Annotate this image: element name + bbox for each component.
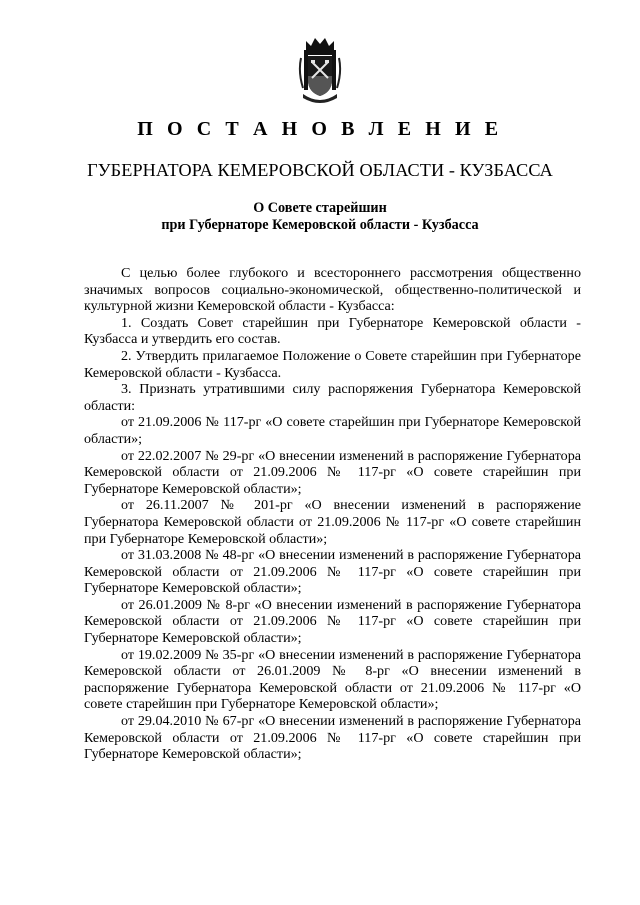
paragraph-item-2: 2. Утвердить прилагаемое Положение о Совете старейшин при Губернаторе Кемеровской области - Кузбасса. (84, 347, 581, 381)
paragraph-item-1: 1. Создать Совет старейшин при Губернаторе Кемеровской области - Кузбасса и утвердить его состав. (84, 314, 581, 348)
document-subject (0, 200, 640, 234)
repealed-order: от 26.11.2007 № 201-рг «О внесении изменений в распоряжение Губернатора Кемеровской области от 21.09.2006 № 117-рг «О совете старейшин при Губернаторе Кемеровской области»; (84, 497, 581, 547)
document-type-title: П О С Т А Н О В Л Е Н И Е (137, 118, 503, 140)
document-body (84, 265, 581, 763)
issuing-authority: ГУБЕРНАТОРА КЕМЕРОВСКОЙ ОБЛАСТИ - КУЗБАССА (87, 160, 553, 180)
repealed-order: от 29.04.2010 № 67-рг «О внесении изменений в распоряжение Губернатора Кемеровской области от 21.09.2006 № 117-рг «О совете старейшин при Губернаторе Кемеровской области»; (84, 713, 581, 763)
coat-of-arms-icon (297, 36, 343, 106)
subject-line-1: О Совете старейшин (253, 200, 387, 216)
paragraph-preamble: С целью более глубокого и всестороннего рассмотрения общественно значимых вопросов социально-экономической, общественно-политической и культурной жизни Кемеровской области - Кузбасса: (84, 265, 581, 315)
subject-line-2: при Губернаторе Кемеровской области - Кузбасса (161, 217, 479, 233)
repealed-order: от 19.02.2009 № 35-рг «О внесении изменений в распоряжение Губернатора Кемеровской области от 26.01.2009 № 8-рг «О внесении изменений в распоряжение Губернатора Кемеровской области от 21.09.2006 № 117-рг «О совете старейшин при Губернаторе Кемеровской области»; (84, 646, 581, 713)
repealed-order: от 26.01.2009 № 8-рг «О внесении изменений в распоряжение Губернатора Кемеровской области от 21.09.2006 № 117-рг «О совете старейшин при Губернаторе Кемеровской области»; (84, 596, 581, 647)
repealed-order: от 31.03.2008 № 48-рг «О внесении изменений в распоряжение Губернатора Кемеровской области от 21.09.2006 № 117-рг «О совете старейшин при Губернаторе Кемеровской области»; (84, 547, 581, 597)
repealed-order: от 21.09.2006 № 117-рг «О совете старейшин при Губернаторе Кемеровской области»; (84, 414, 581, 447)
repealed-order: от 22.02.2007 № 29-рг «О внесении изменений в распоряжение Губернатора Кемеровской области от 21.09.2006 № 117-рг «О совете старейшин при Губернаторе Кемеровской области»; (84, 447, 581, 497)
paragraph-item-3: 3. Признать утратившими силу распоряжения Губернатора Кемеровской области: (84, 381, 581, 414)
